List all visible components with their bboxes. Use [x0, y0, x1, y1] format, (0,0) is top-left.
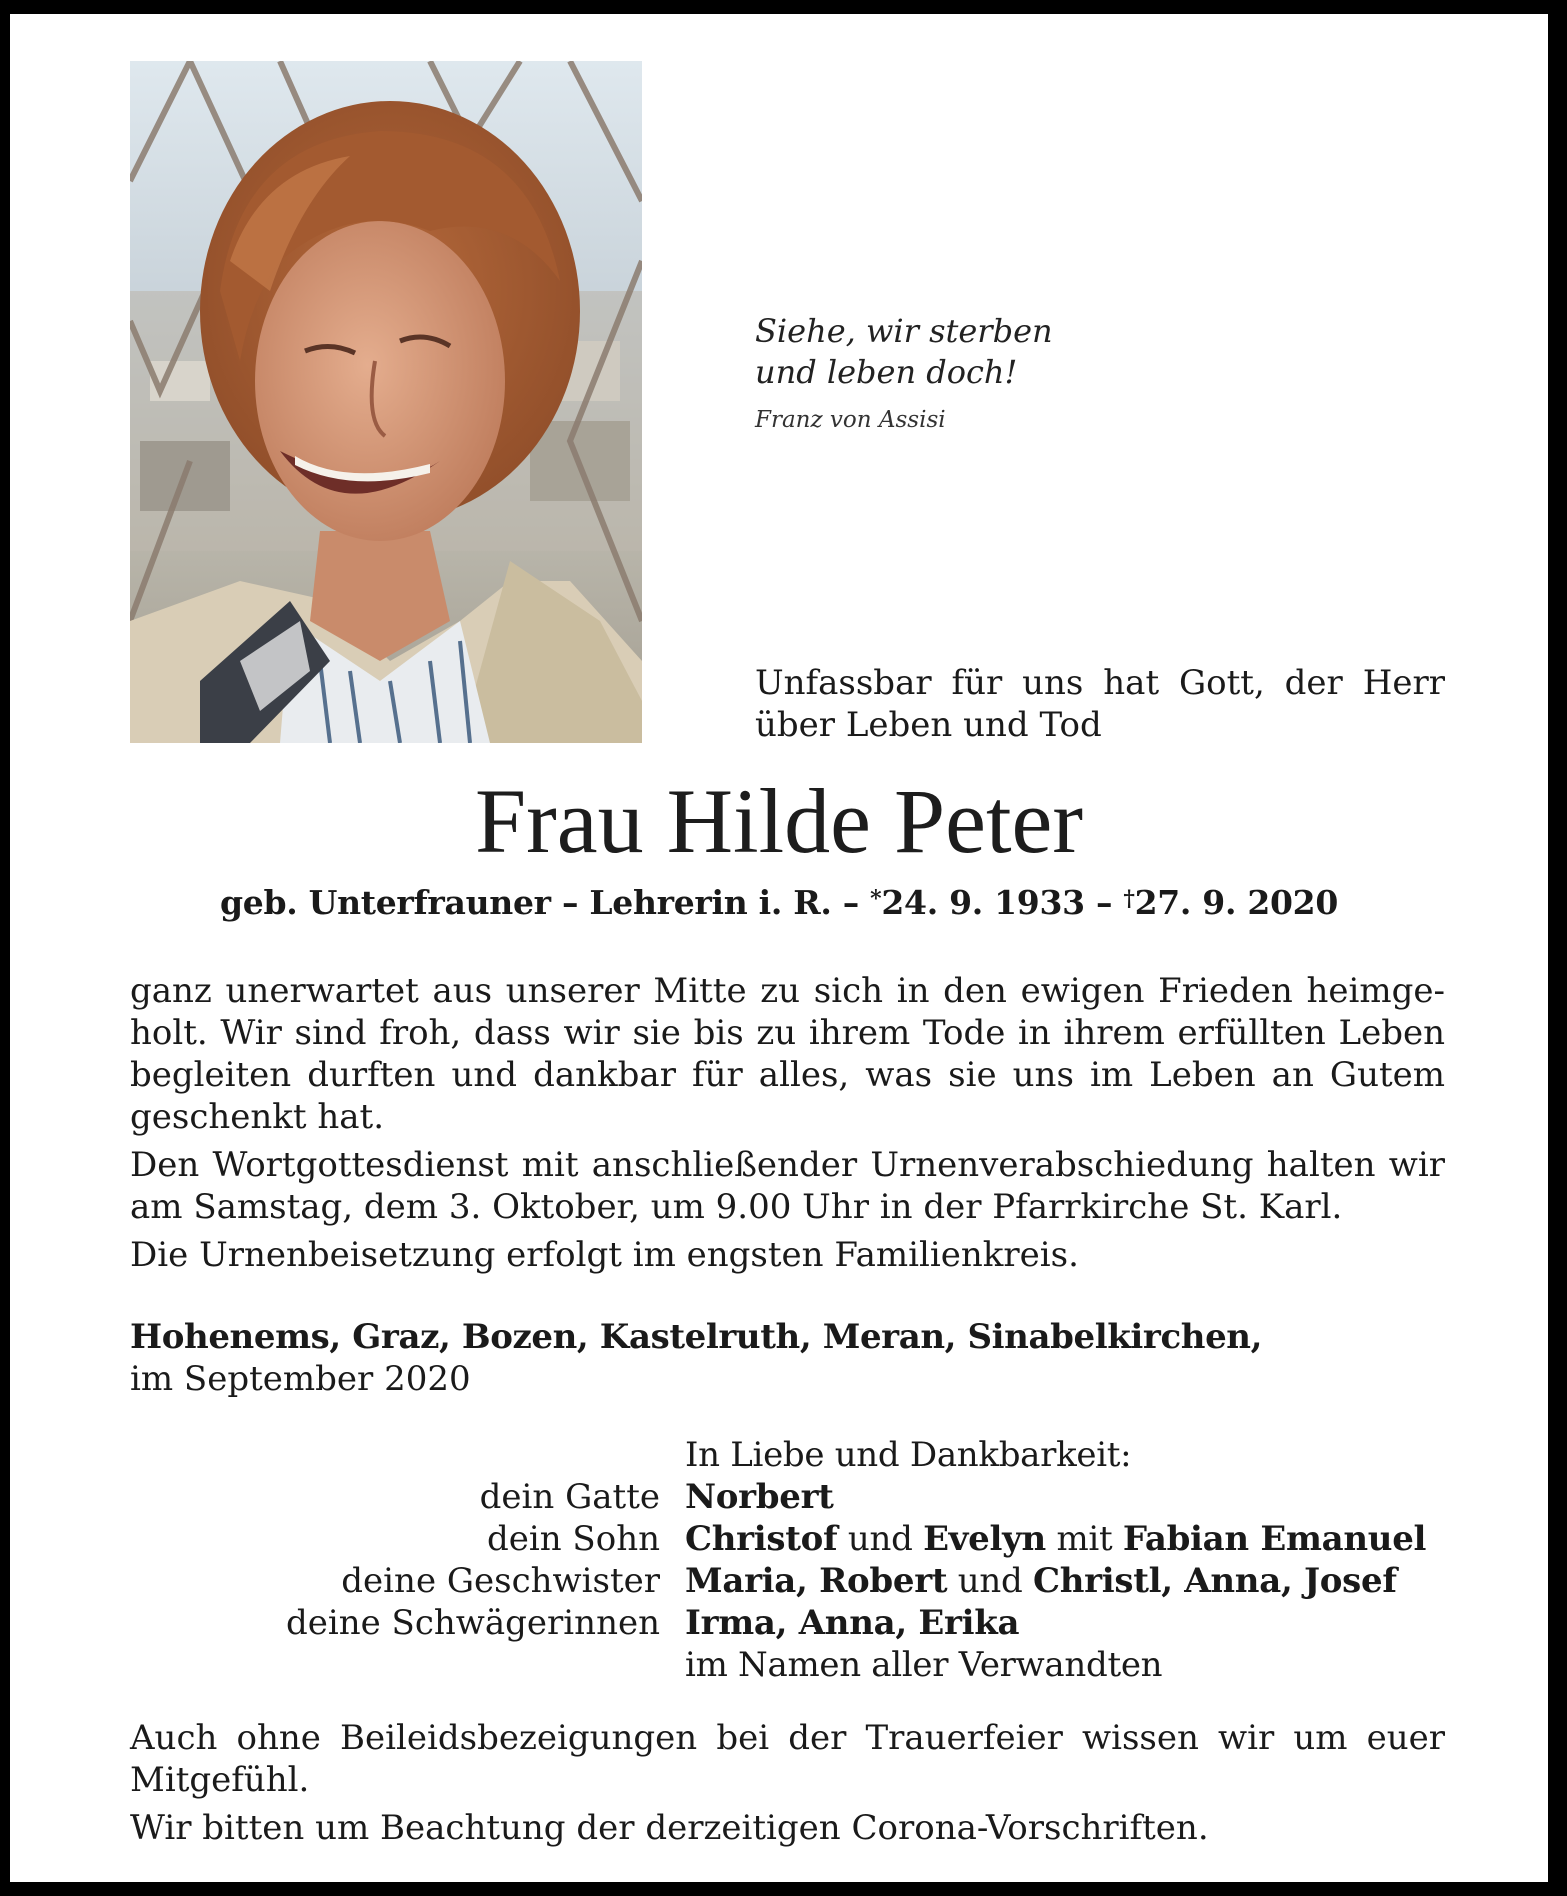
body-paragraph-3: Die Urnenbeisetzung erfolgt im engsten Familienkreis.	[130, 1235, 1079, 1275]
obituary-body	[130, 970, 1445, 1282]
family-role: dein Gatte	[479, 1477, 660, 1517]
separator: –	[561, 883, 579, 922]
relative-name: Maria, Robert	[685, 1561, 948, 1601]
birth-symbol: *	[870, 886, 882, 912]
family-role: deine Schwägerinnen	[285, 1603, 660, 1643]
death-date: 27. 9. 2020	[1134, 883, 1338, 922]
relative-name: Christof	[685, 1519, 838, 1559]
family-block	[130, 1434, 1445, 1686]
text-line: am Samstag, dem 3. Oktober, um 9.00 Uhr in der Pfarrkirche St. Karl.	[130, 1187, 1343, 1227]
connector-text: und	[947, 1561, 1033, 1601]
places-list: Hohenems, Graz, Bozen, Kastelruth, Meran, Sinabelkirchen,	[130, 1317, 1263, 1357]
family-row	[130, 1602, 1445, 1644]
quote-line-2: und leben doch!	[755, 353, 1018, 391]
relative-name: Norbert	[685, 1477, 834, 1517]
relative-name: Fabian Emanuel	[1122, 1519, 1427, 1559]
places-block	[130, 1316, 1445, 1400]
bible-quote	[755, 311, 1053, 435]
family-names	[685, 1560, 1445, 1602]
body-paragraph-2	[130, 1144, 1445, 1228]
obituary-card	[10, 14, 1548, 1882]
relative-name: Christl, Anna, Josef	[1032, 1561, 1397, 1601]
places-date: im September 2020	[130, 1359, 471, 1399]
family-names	[685, 1518, 1445, 1560]
text-line: ganz unerwartet aus unserer Mitte zu sich in den ewigen Frieden heimge-	[130, 971, 1445, 1011]
quote-author: Franz von Assisi	[755, 407, 946, 433]
family-names	[685, 1476, 1445, 1518]
birth-date: 24. 9. 1933	[881, 883, 1085, 922]
profession: Lehrerin i. R.	[589, 883, 832, 922]
separator: –	[842, 883, 859, 922]
family-header: In Liebe und Dankbarkeit:	[685, 1435, 1132, 1475]
closing-paragraph-1	[130, 1717, 1445, 1801]
quote-line-1: Siehe, wir sterben	[755, 312, 1053, 350]
family-row	[130, 1518, 1445, 1560]
intro-line-2: über Leben und Tod	[755, 705, 1102, 745]
maiden-name: geb. Unterfrauner	[219, 883, 551, 922]
separator: –	[1095, 883, 1113, 922]
intro-line-1: Unfassbar für uns hat Gott, der Herr	[755, 663, 1445, 703]
closing-paragraph-2: Wir bitten um Beachtung der derzeitigen Corona-Vorschriften.	[130, 1808, 1209, 1848]
family-footer-row	[130, 1644, 1445, 1686]
family-names	[685, 1602, 1445, 1644]
family-role: deine Geschwister	[341, 1561, 660, 1601]
body-paragraph-1	[130, 970, 1445, 1138]
family-header-row	[130, 1434, 1445, 1476]
connector-text: mit	[1045, 1519, 1123, 1559]
connector-text: und	[837, 1519, 924, 1559]
text-line: Auch ohne Beileidsbezeigungen bei der Trauerfeier wissen wir um euer	[130, 1718, 1445, 1758]
death-symbol: †	[1123, 886, 1135, 912]
family-row	[130, 1476, 1445, 1518]
text-line: Mitgefühl.	[130, 1760, 310, 1800]
family-role: dein Sohn	[486, 1519, 660, 1559]
portrait-photo	[130, 61, 642, 743]
text-line: Den Wortgottesdienst mit anschließender Urnenverabschiedung halten wir	[130, 1145, 1445, 1185]
family-row	[130, 1560, 1445, 1602]
text-line: geschenkt hat.	[130, 1097, 385, 1137]
intro-text	[755, 662, 1445, 746]
relative-name: Irma, Anna, Erika	[685, 1603, 1020, 1643]
text-line: holt. Wir sind froh, dass wir sie bis zu ihrem Tode in ihrem erfüllten Leben	[130, 1013, 1445, 1053]
deceased-details	[10, 882, 1548, 924]
closing-text	[130, 1717, 1445, 1855]
relative-name: Evelyn	[923, 1519, 1046, 1559]
family-footer: im Namen aller Verwandten	[685, 1645, 1163, 1685]
text-line: begleiten durften und dankbar für alles, was sie uns im Leben an Gutem	[130, 1055, 1445, 1095]
deceased-name: Frau Hilde Peter	[474, 770, 1084, 872]
